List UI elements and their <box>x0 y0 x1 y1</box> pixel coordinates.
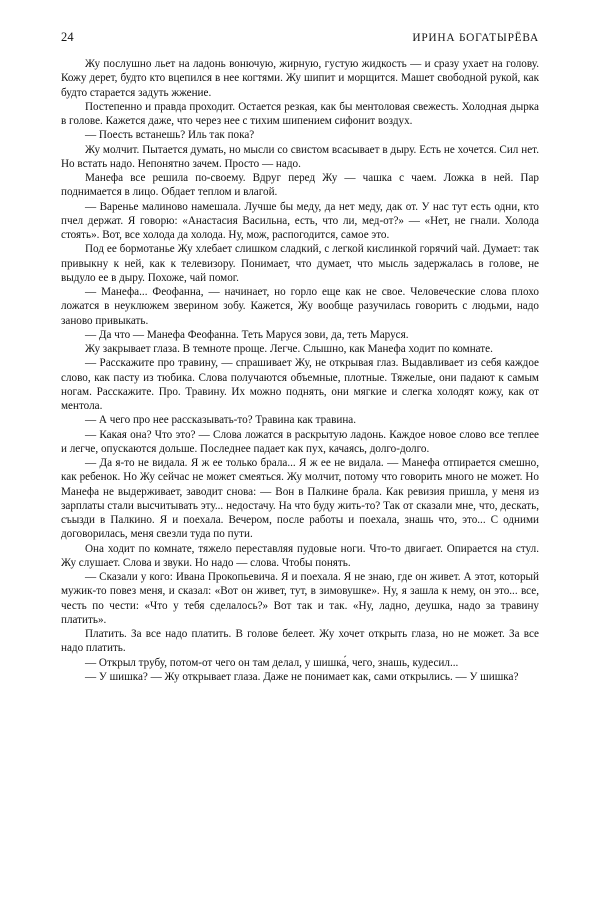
paragraph: Жу молчит. Пытается думать, но мысли со свистом всасывает в дыру. Есть не хочется. Сил нет. Но встать надо. Непонятно зачем. Просто — надо. <box>61 143 539 170</box>
paragraph: — Какая она? Что это? — Слова ложатся в раскрытую ладонь. Каждое новое слово все теплее и легче, опускаются дольше. Последнее падает как пух, качаясь, долго-долго. <box>61 428 539 455</box>
paragraph: Жу послушно льет на ладонь вонючую, жирную, густую жидкость — и сразу ухает на голову. Кожу дерет, будто кто вцепился в нее когтями. Жу шипит и морщится. Машет свободной рукой, как будто старается задуть жжение. <box>61 58 539 99</box>
paragraph: — Поесть встанешь? Иль так пока? <box>85 129 255 142</box>
running-head-author: ИРИНА БОГАТЫРЁВА <box>412 32 539 44</box>
paragraph: — Открыл трубу, потом-от чего он там делал, у шишка́, чего, знашь, кудесил... <box>85 656 459 669</box>
paragraph: Платить. За все надо платить. В голове белеет. Жу хочет открыть глаза, но не может. За все надо платить. <box>61 628 539 655</box>
body-text <box>61 57 539 684</box>
paragraph: Манефа все решила по-своему. Вдруг перед Жу — чашка с чаем. Ложка в ней. Пар поднимается в лицо. Обдает теплом и влагой. <box>61 172 539 199</box>
paragraph: — Сказали у кого: Ивана Прокопьевича. Я и поехала. Я не знаю, где он живет. А этот, который мужик-то повез меня, и сказал: «Вот он живет, тут, в зимовушке». Ну, я зашла к нему, он это... все, честь по чести: «Что у тебя сделалось?» Вот так и так. «Ну, ладно, деушка, надо за травину платить». <box>61 571 539 626</box>
paragraph: — Да что — Манефа Феофанна. Теть Маруся зови, да, теть Маруся. <box>85 328 409 341</box>
paragraph: — Да я-то не видала. Я ж ее только брала... Я ж ее не видала. — Манефа отпирается смешно, как ребенок. Но Жу сейчас не может смеяться. Жу молчит, потому что говорить много не может. Но Манефа не выдерживает, заводит снова: — Вон в Палкине брала. Как ревизия пришла, у меня из зарплаты стали высчитывать эту... недостачу. На что буду жить-то? Так от сказали мне, что, дескать, съызди в Палкино. Я и поехала. Вечером, после работы и поехала, знашь что, это... С одними договорилась, меня свезли туда по пути. <box>61 457 539 541</box>
running-head <box>61 30 539 46</box>
paragraph: — Варенье малиново намешала. Лучше бы меду, да нет меду, дак от. У нас тут есть одни, кто пчел держат. Я говорю: «Анастасия Васильна, есть, что ли, мед-от?» — «Нет, не гнали. Холода стоять». Вот, все холода да холода. Ну, мож, распогодится, самое это. <box>61 200 539 241</box>
paragraph: Жу закрывает глаза. В темноте проще. Легче. Слышно, как Манефа ходит по комнате. <box>85 343 493 355</box>
paragraph: Она ходит по комнате, тяжело переставляя пудовые ноги. Что-то двигает. Опирается на стул. Жу слушает. Слова и звуки. Но надо — слова. Чтобы понять. <box>61 542 539 569</box>
paragraph: — А чего про нее рассказывать-то? Травина как травина. <box>85 414 357 427</box>
paragraph: — У шишка? — Жу открывает глаза. Даже не понимает как, сами открылись. — У шишка? <box>85 670 519 683</box>
page-number: 24 <box>61 30 74 44</box>
paragraph: Постепенно и правда проходит. Остается резкая, как бы ментоловая свежесть. Холодная дырка в голове. Кажется даже, что через нее с тихим шипением сифонит воздух. <box>61 100 539 127</box>
paragraph: — Манефа... Феофанна, — начинает, но горло еще как не свое. Человеческие слова плохо ложатся в неуклюжем зверином зобу. Кажется, Жу вообще разучилась говорить с людьми, надо заново привыкать. <box>61 286 539 327</box>
paragraph: Под ее бормотанье Жу хлебает слишком сладкий, с легкой кислинкой горячий чай. Думает: так привыкну к ней, как к телевизору. Понимает, что думает, что мысль задержалась в голове, не выдуло ее в дыру. Похоже, чай помог. <box>61 243 539 284</box>
paragraph: — Расскажите про травину, — спрашивает Жу, не открывая глаз. Выдавливает из себя каждое слово, как пасту из тюбика. Слова получаются объемные, плотные. Тяжелые, они падают к самым ногам. Расскажите. Про. Травину. Их можно поднять, они мягкие и слегка холодят кожу, как от ментола. <box>61 357 539 412</box>
